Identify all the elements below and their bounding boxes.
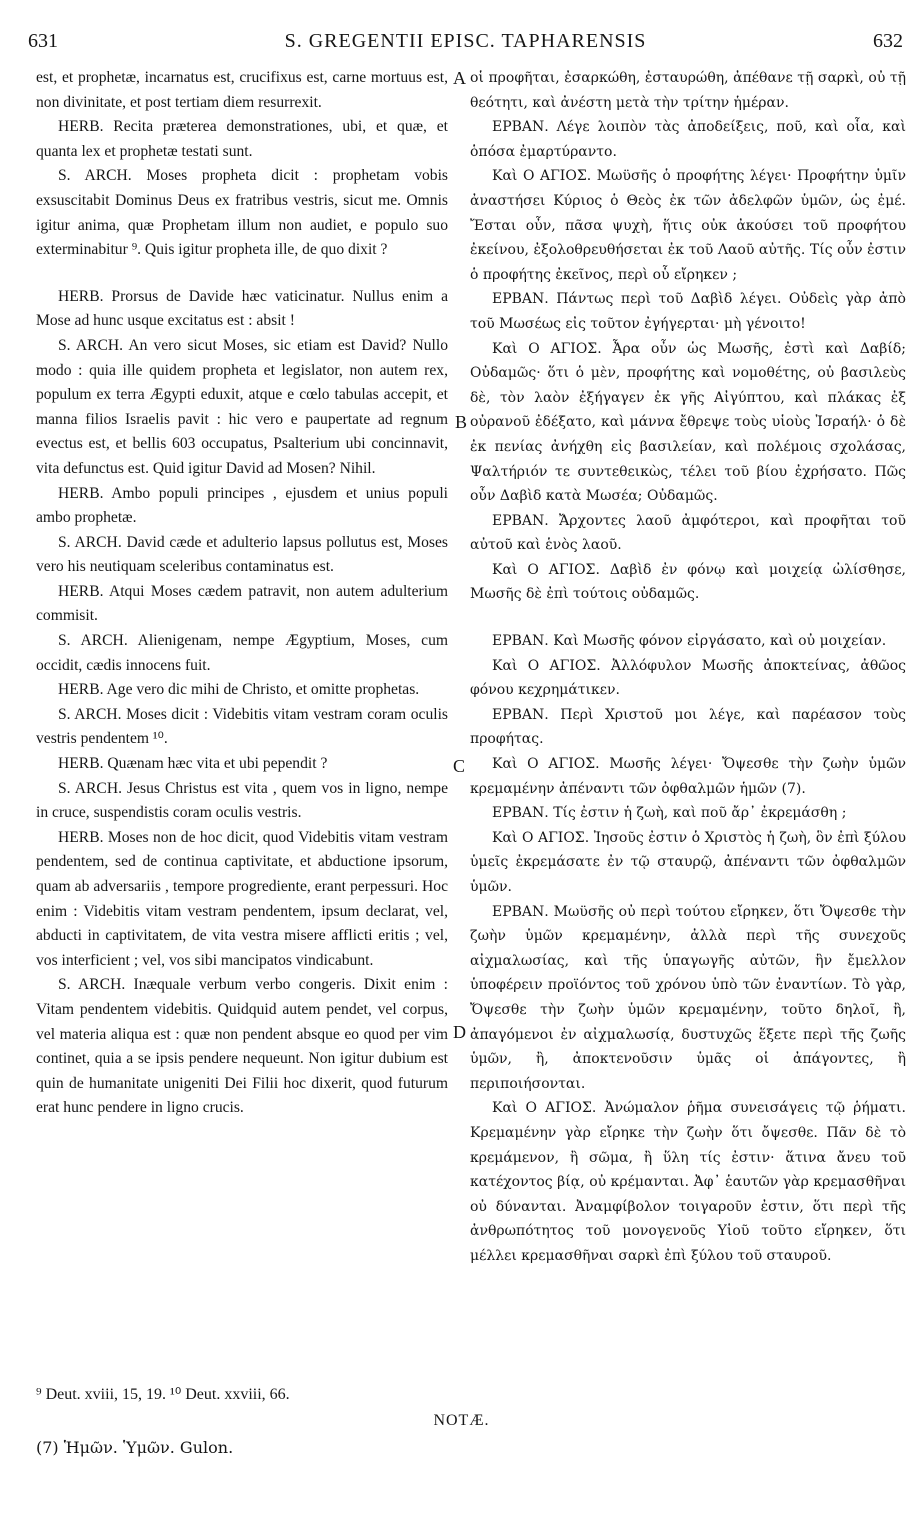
- greek-paragraph: ΕΡΒΑΝ. Πάντως περὶ τοῦ Δαβὶδ λέγει. Οὐδεὶς γὰρ ἀπὸ τοῦ Μωσέως εἰς τοῦτον ἐγήγερται· μὴ γένοιτο!: [470, 291, 906, 332]
- greek-paragraph: Καὶ Ο ΑΓΙΟΣ. Ἀνώμαλον ῥῆμα συνεισάγεις τῷ ῥήματι. Κρεμαμένην γὰρ εἴρηκε τὴν ζωὴν ὅτι ὄψεσθε. Πᾶν δὲ τὸ κρεμάμενον, ἢ σῶμα, ἢ ὕλη τίς ἐστιν· ἅτινα ἄνευ τοῦ κατέχοντος βίᾳ, οὐ κρέμανται. Ἀφ᾽ ἑαυτῶν γὰρ κρεμασθῆναι οὐ δύνανται. Ἀναμφίβολον τοιγαροῦν ἐστιν, ὅτι περὶ τῆς ἀνθρωπότητος τοῦ μονογενοῦς Υἱοῦ τοῦτο εἴρηκεν, ὅτι μέλλει κρεμασθῆναι σαρκὶ ἐπὶ ξύλου τοῦ σταυροῦ.: [470, 1100, 906, 1264]
- latin-paragraph: S. ARCH. Jesus Christus est vita , quem vos in ligno, nempe in cruce, suspendistis coram oculis vestris.: [36, 779, 448, 822]
- notae-heading: NOTÆ.: [433, 1412, 490, 1429]
- latin-paragraph: S. ARCH. An vero sicut Moses, sic etiam est David? Nullo modo : quia ille quidem propheta et legislator, non autem rex, populum ex terra Ægypti eduxit, atque e cœlo tabulas accepit, et manna filios Israelis pavit : hic vero e paupertate ad regnum evectus est, et bellis 603 occupatus, Psalterium ubi concinnavit, vita defunctus est. Quid igitur David ad Mosen? Nihil.: [36, 336, 448, 477]
- greek-paragraph: Καὶ Ο ΑΓΙΟΣ. Δαβὶδ ἐν φόνῳ καὶ μοιχείᾳ ὠλίσθησε, Μωσῆς δὲ ἐπὶ τούτοις οὐδαμῶς.: [470, 561, 906, 603]
- running-title: S. GREGENTII EPISC. TAPHARENSIS: [284, 30, 647, 52]
- margin-marker-d: D: [453, 1022, 466, 1042]
- footnote-references: ⁹ Deut. xviii, 15, 19. ¹⁰ Deut. xxviii, 66.: [36, 1386, 290, 1403]
- notae-entry: (7) Ἡμῶν. Ὑμῶν. Gulon.: [36, 1438, 234, 1457]
- greek-paragraph: Καὶ Ο ΑΓΙΟΣ. Ἆρα οὖν ὡς Μωσῆς, ἐστὶ καὶ Δαβίδ; Οὐδαμῶς· ὅτι ὁ μὲν, προφήτης καὶ νομοθέτης, οὐ βασιλεὺς δὲ, τὸν λαὸν ἐξήγαγεν ἐκ γῆς Αἰγύπτου, καὶ πλάκας ἐξ οὐρανοῦ ἐδέξατο, καὶ μάννα ἔθρεψε τοὺς υἱοὺς Ἰσραήλ· ὁ δὲ ἐκ πενίας ἀνήχθη εἰς βασιλείαν, καὶ πολέμοις σχολάσας, Ψαλτήριόν τε συντεθεικὼς, τέλει τοῦ βίου ἐχρήσατο. Πῶς οὖν Δαβὶδ κατὰ Μωσέα; Οὐδαμῶς.: [470, 340, 906, 505]
- latin-paragraph: est, et prophetæ, incarnatus est, crucifixus est, carne mortuus est, non divinitate, et post tertiam diem resurrexit.: [36, 69, 448, 111]
- latin-paragraph: HERB. Quænam hæc vita et ubi pependit ?: [58, 755, 328, 773]
- margin-marker-b: B: [455, 412, 468, 432]
- greek-paragraph: Καὶ Ο ΑΓΙΟΣ. Μωσῆς λέγει· Ὄψεσθε τὴν ζωὴν ὑμῶν κρεμαμένην ἀπέναντι τῶν ὀφθαλμῶν ἡμῶν (7).: [470, 756, 906, 797]
- margin-marker-c: C: [453, 756, 466, 776]
- greek-paragraph: ΕΡΒΑΝ. Λέγε λοιπὸν τὰς ἀποδείξεις, ποῦ, καὶ οἷα, καὶ ὁπόσα ἐμαρτύραντο.: [470, 119, 906, 160]
- right-page-number: 632: [873, 30, 903, 52]
- latin-paragraph: S. ARCH. Inæquale verbum verbo congeris. Dixit enim : Vitam pendentem videbitis. Quidquid autem pendet, vel corpus, vel materia aliqua est : quæ non pendent absque eo quod per vim continet, quia a se ipsis pendere nequeunt. Non igitur dubium est quin de humanitate unigeniti Dei Filii hoc dixerit, quod futurum erat hunc pendere in ligno crucis.: [36, 976, 448, 1117]
- latin-column: [36, 66, 448, 1121]
- greek-column: [470, 66, 906, 1269]
- greek-paragraph: οἱ προφῆται, ἐσαρκώθη, ἐσταυρώθη, ἀπέθανε τῇ σαρκὶ, οὐ τῇ θεότητι, καὶ ἀνέστη μετὰ τὴν τρίτην ἡμέραν.: [470, 70, 906, 111]
- latin-paragraph: S. ARCH. Moses propheta dicit : prophetam vobis exsuscitabit Dominus Deus ex fratribus vestris, sicut me. Omnis igitur anima, quæ Prophetam illum non audiet, e populo suo exterminabitur ⁹. Quis igitur propheta ille, de quo dixit ?: [36, 167, 448, 259]
- latin-paragraph: HERB. Ambo populi principes , ejusdem et unius populi ambo prophetæ.: [36, 484, 448, 527]
- latin-paragraph: S. ARCH. Alienigenam, nempe Ægyptium, Moses, cum occidit, cædis innocens fuit.: [36, 632, 448, 674]
- page-header: [28, 30, 903, 60]
- greek-paragraph: Καὶ Ο ΑΓΙΟΣ. Ἰησοῦς ἐστιν ὁ Χριστὸς ἡ ζωὴ, ὃν ἐπὶ ξύλου ὑμεῖς ἐκρεμάσατε ἐν τῷ σταυρῷ, ἀπέναντι τῶν ὀφθαλμῶν ὑμῶν.: [470, 829, 906, 895]
- greek-paragraph: ΕΡΒΑΝ. Μωϋσῆς οὐ περὶ τούτου εἴρηκεν, ὅτι Ὄψεσθε τὴν ζωὴν ὑμῶν κρεμαμένην, ἀλλὰ περὶ τῆς συνεχοῦς αἰχμαλωσίας, καὶ τῆς ὑπαγωγῆς αὐτῶν, ἣν ἔμελλον ὑποφέρειν προϊόντος τοῦ χρόνου ὑπὸ τῶν ἐναντίων. Τὸ γὰρ, Ὄψεσθε τὴν ζωὴν ὑμῶν κρεμαμένην, τοῦτο δηλοῖ, ἢ, ἀπαγόμενοι ἐν αἰχμαλωσίᾳ, δυστυχῶς ἕξετε περὶ τῆς ζωῆς ὑμῶν, ἢ, ἀποκτενοῦσιν ὑμᾶς οἱ ἀπάγοντες, ἢ περιποιήσονται.: [470, 903, 906, 1092]
- left-page-number: 631: [28, 30, 58, 52]
- greek-paragraph: ΕΡΒΑΝ. Ἄρχοντες λαοῦ ἀμφότεροι, καὶ προφῆται τοῦ αὐτοῦ καὶ ἑνὸς λαοῦ.: [470, 512, 906, 554]
- greek-paragraph: Καὶ Ο ΑΓΙΟΣ. Ἀλλόφυλον Μωσῆς ἀποκτείνας, ἀθῶος φόνου κεχρημάτικεν.: [470, 657, 906, 699]
- greek-paragraph: Καὶ Ο ΑΓΙΟΣ. Μωϋσῆς ὁ προφήτης λέγει· Προφήτην ὑμῖν ἀναστήσει Κύριος ὁ Θεὸς ἐκ τῶν ἀδελφῶν ὑμῶν, ὡς ἐμέ. Ἔσται οὖν, πᾶσα ψυχὴ, ἥτις οὐκ ἀκούσει τοῦ προφήτου ἐκείνου, ἐξολοθρευθήσεται ἐκ τοῦ Λαοῦ αὐτῆς. Τίς οὖν ἐστιν ὁ προφήτης ἐκεῖνος, περὶ οὗ εἴρηκεν ;: [470, 168, 906, 283]
- latin-paragraph: HERB. Recita præterea demonstrationes, ubi, et quæ, et quanta lex et prophetæ testati sunt.: [36, 118, 448, 160]
- latin-paragraph: HERB. Age vero dic mihi de Christo, et omitte prophetas.: [58, 681, 420, 699]
- greek-paragraph: ΕΡΒΑΝ. Καὶ Μωσῆς φόνον εἰργάσατο, καὶ οὐ μοιχείαν.: [492, 633, 887, 650]
- latin-paragraph: HERB. Prorsus de Davide hæc vaticinatur. Nullus enim a Mose ad hunc usque excitatus est : absit !: [36, 287, 448, 330]
- margin-marker-a: A: [453, 68, 466, 88]
- latin-paragraph: S. ARCH. Moses dicit : Videbitis vitam vestram coram oculis vestris pendentem ¹⁰.: [36, 705, 448, 748]
- latin-paragraph: HERB. Moses non de hoc dicit, quod Videbitis vitam vestram pendentem, sed de continua captivitate, et abductione ipsorum, quam ab adversariis , tempore progrediente, erant perpessuri. Hoc enim : Videbitis vitam vestram pendentem, ipsum declarat, vel, abducti in captivitatem, de vita vestra misere afflicti eritis ; vel, vos interficient ; vel, vos sibi mancipatos vindicabunt.: [36, 828, 448, 969]
- greek-paragraph: ΕΡΒΑΝ. Περὶ Χριστοῦ μοι λέγε, καὶ παρέασον τοὺς προφήτας.: [470, 706, 906, 748]
- greek-paragraph: ΕΡΒΑΝ. Τίς ἐστιν ἡ ζωὴ, καὶ ποῦ ἄρ᾽ ἐκρεμάσθη ;: [492, 805, 847, 822]
- latin-paragraph: HERB. Atqui Moses cædem patravit, non autem adulterium commisit.: [36, 582, 448, 625]
- latin-paragraph: S. ARCH. David cæde et adulterio lapsus pollutus est, Moses vero his neutiquam sceleribus contaminatus est.: [36, 533, 448, 576]
